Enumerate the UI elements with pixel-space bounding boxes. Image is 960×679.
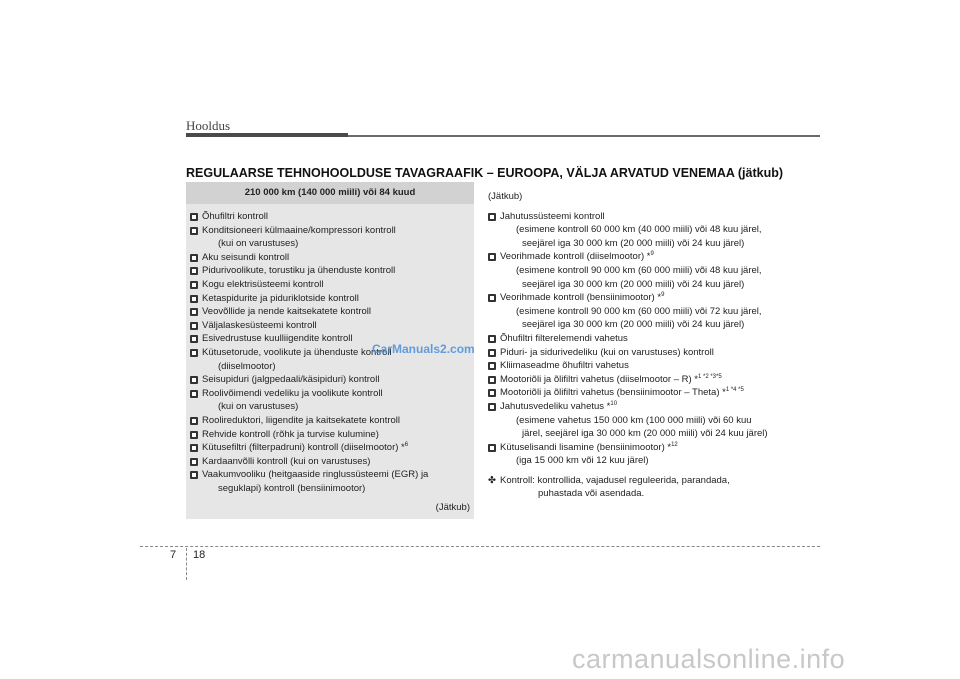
item-detail: (esimene kontroll 90 000 km (60 000 miili) või 72 kuu järel, [516, 305, 762, 317]
item-text: Kütusefiltri (filterpadruni) kontroll (diiselmootor) * [202, 442, 405, 454]
checklist-item [190, 224, 470, 251]
checklist-item [190, 319, 470, 333]
item-text: Esivedrustuse kuulliigendite kontroll [202, 333, 353, 345]
checklist-item [190, 305, 470, 319]
item-text: Aku seisundi kontroll [202, 251, 290, 263]
right-item-list [488, 210, 788, 468]
chapter-number: 7 [170, 549, 177, 561]
checkbox-icon [190, 308, 198, 316]
checkbox-icon [488, 253, 496, 261]
section-title: Hooldus [186, 118, 231, 133]
checklist-item [190, 278, 470, 292]
checkbox-icon [190, 417, 198, 425]
item-text: Kütuselisandi lisamine (bensiinimootor) * [500, 441, 672, 453]
item-text: Õhufiltri kontroll [202, 211, 268, 222]
inspection-note [488, 474, 788, 501]
checkbox-icon [190, 376, 198, 384]
site-watermark: carmanualsonline.info [572, 644, 846, 674]
note-line2: puhastada või asendada. [538, 488, 645, 500]
checkbox-icon [190, 444, 198, 452]
checkbox-icon [190, 295, 198, 303]
header-bar [186, 133, 348, 137]
item-text: Kogu elektrisüsteemi kontroll [202, 278, 324, 290]
note-line1: Kontroll: kontrollida, vajadusel reguleerida, parandada, [500, 474, 730, 486]
item-text: Roolivõimendi vedeliku ja voolikute kontroll [202, 387, 383, 399]
checkbox-icon [488, 389, 496, 397]
checklist-item [190, 387, 470, 414]
footnote-ref: 1 *2 *3*5 [698, 373, 722, 380]
checkbox-icon [488, 444, 496, 452]
checkbox-icon [488, 294, 496, 302]
checklist-item [190, 292, 470, 306]
checkbox-icon [190, 458, 198, 466]
continued-label-right: (Jätkub) [488, 191, 523, 202]
item-text: Kütusetorude, voolikute ja ühenduste kontroll [202, 346, 392, 358]
item-text: Pidurivoolikute, torustiku ja ühenduste kontroll [202, 265, 396, 277]
checkbox-icon [190, 471, 198, 479]
checkbox-icon [190, 349, 198, 357]
checkbox-icon [488, 362, 496, 370]
item-text: Väljalaskesüsteemi kontroll [202, 319, 317, 331]
checklist-item [190, 428, 470, 442]
checkbox-icon [190, 431, 198, 439]
checklist-item [488, 373, 788, 387]
item-text: Õhufiltri filterelemendi vahetus [500, 332, 628, 344]
item-detail: (iga 15 000 km või 12 kuu järel) [516, 455, 649, 467]
checkbox-icon [190, 322, 198, 330]
footnote-ref: 1 *4 *5 [725, 387, 744, 394]
checklist-item [488, 346, 788, 360]
checklist-item [190, 414, 470, 428]
checklist-item [190, 468, 470, 495]
checkbox-icon [190, 267, 198, 275]
checklist-item [488, 359, 788, 373]
item-text: Ketaspidurite ja piduriklotside kontroll [202, 292, 359, 304]
item-text: Jahutusvedeliku vahetus * [500, 400, 611, 412]
item-text: Kliimaseadme õhufiltri vahetus [500, 360, 629, 372]
footnote-ref: 12 [671, 441, 678, 448]
item-detail: seejärel iga 30 000 km (20 000 miili) või 24 kuu järel) [522, 278, 745, 290]
item-text: Vaakumvooliku (heitgaaside ringlussüsteemi (EGR) ja [202, 469, 429, 481]
item-detail: seejärel iga 30 000 km (20 000 miili) või 24 kuu järel) [522, 237, 745, 249]
item-detail: järel, seejärel iga 30 000 km (20 000 miili) või 24 kuu järel) [522, 428, 768, 440]
checkbox-icon [190, 390, 198, 398]
checklist-item [488, 210, 788, 251]
item-text: Veovõllide ja nende kaitsekatete kontroll [202, 306, 372, 318]
item-text: Kardaanvõlli kontroll (kui on varustuses) [202, 455, 371, 467]
watermark-inline: CarManuals2.com [372, 342, 475, 356]
continued-label: (Jätkub) [435, 502, 470, 513]
footnote-ref: 6 [404, 441, 409, 448]
right-column [488, 190, 788, 501]
item-text: Seisupiduri (jalgpedaali/käsipiduri) kontroll [202, 374, 380, 386]
page-title: REGULAARSE TEHNOHOOLDUSE TAVAGRAAFIK – EUROOPA, VÄLJA ARVATUD VENEMAA (jätkub) [186, 166, 784, 180]
checklist-item [488, 291, 788, 332]
checklist-item [190, 441, 470, 455]
checkbox-icon [488, 335, 496, 343]
checklist-item [190, 251, 470, 265]
note-mark: ✤ [488, 474, 496, 486]
item-continuation: (diiselmootor) [218, 360, 276, 372]
item-continuation: (kui on varustuses) [218, 401, 299, 413]
item-text: Konditsioneeri külmaaine/kompressori kontroll [202, 224, 396, 236]
page-number: 18 [193, 549, 206, 561]
item-text: Jahutussüsteemi kontroll [500, 210, 605, 222]
footer-vertical-divider [186, 548, 187, 580]
item-detail: (esimene kontroll 90 000 km (60 000 miili) või 48 kuu järel, [516, 264, 762, 276]
checklist-item [190, 210, 470, 224]
checklist-item [488, 400, 788, 441]
item-continuation: (kui on varustuses) [218, 238, 299, 250]
footnote-ref: 9 [650, 251, 654, 258]
checkbox-icon [488, 213, 496, 221]
checklist-item [190, 373, 470, 387]
item-detail: seejärel iga 30 000 km (20 000 miili) või 24 kuu järel) [522, 319, 745, 331]
item-text: Mootoriõli ja õlifiltri vahetus (diiselmootor – R) * [500, 373, 698, 385]
item-text: Mootoriõli ja õlifiltri vahetus (bensiinimootor – Theta) * [500, 387, 726, 399]
checkbox-icon [190, 213, 198, 221]
checklist-item [488, 386, 788, 400]
checklist-item [488, 250, 788, 291]
checklist-item [190, 455, 470, 469]
footer-divider [140, 546, 820, 547]
item-detail: (esimene vahetus 150 000 km (100 000 miili) või 60 kuu [516, 414, 752, 426]
item-continuation: seguklapi) kontroll (bensiinimootor) [218, 482, 366, 494]
interval-heading: 210 000 km (140 000 miili) või 84 kuud [186, 182, 474, 204]
checkbox-icon [488, 376, 496, 384]
checkbox-icon [488, 349, 496, 357]
item-text: Piduri- ja sidurivedeliku (kui on varustuses) kontroll [500, 346, 714, 358]
checklist-item [190, 264, 470, 278]
item-text: Roolireduktori, liigendite ja kaitsekatete kontroll [202, 414, 401, 426]
checkbox-icon [190, 254, 198, 262]
checklist-item [488, 332, 788, 346]
checklist-item [488, 441, 788, 468]
item-text: Rehvide kontroll (rõhk ja turvise kulumine) [202, 428, 379, 440]
item-text: Veorihmade kontroll (diiselmootor) * [500, 251, 651, 263]
checkbox-icon [488, 403, 496, 411]
header-rule [348, 135, 820, 137]
item-text: Veorihmade kontroll (bensiinimootor) * [500, 292, 662, 304]
item-detail: (esimene kontroll 60 000 km (40 000 miili) või 48 kuu järel, [516, 224, 762, 236]
checkbox-icon [190, 281, 198, 289]
footnote-ref: 10 [610, 400, 618, 407]
footnote-ref: 9 [661, 292, 665, 298]
checkbox-icon [190, 227, 198, 235]
checkbox-icon [190, 335, 198, 343]
